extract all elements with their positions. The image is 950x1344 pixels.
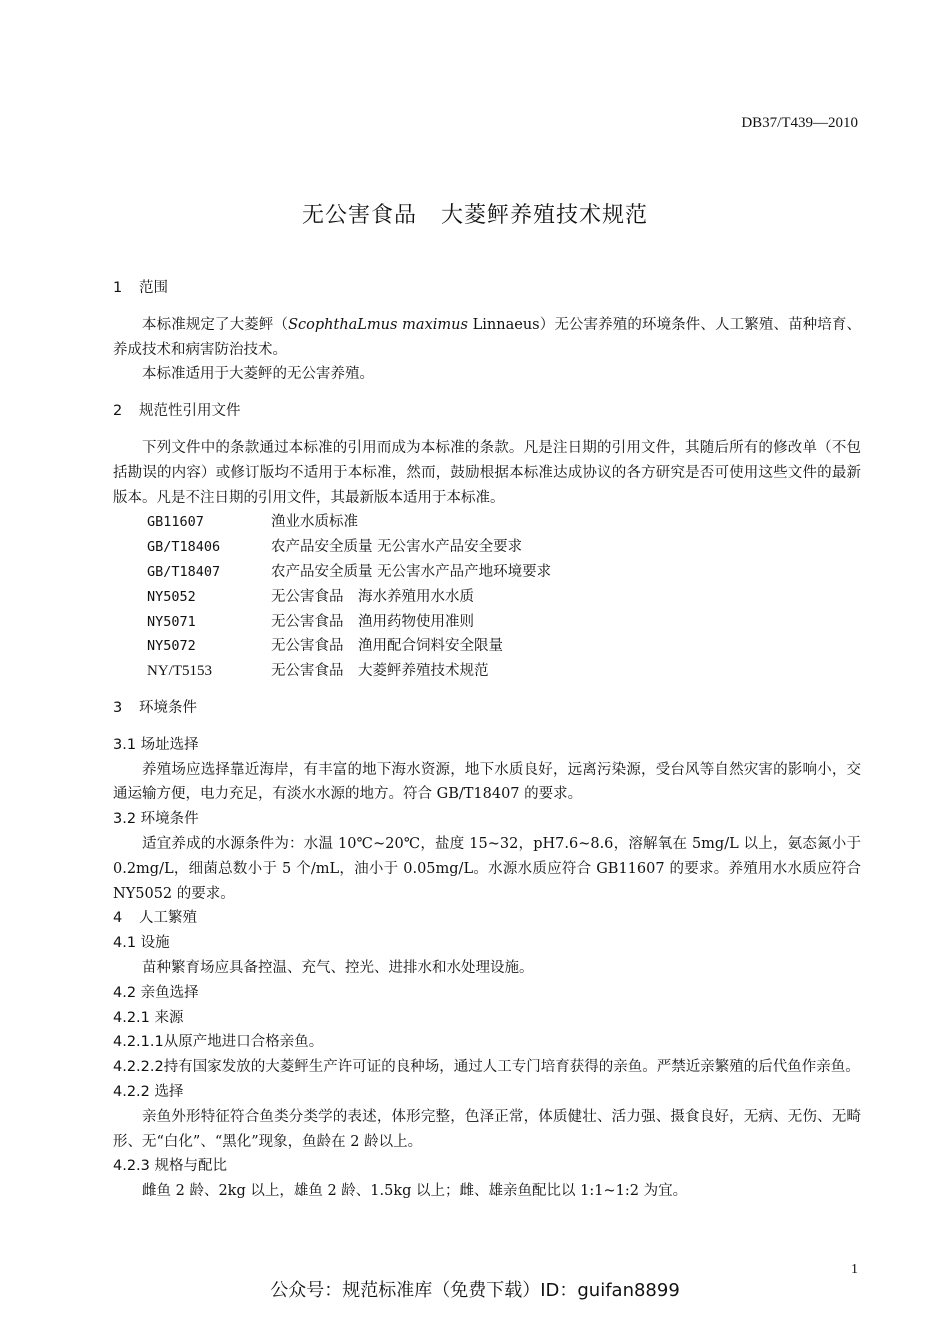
subsection-4-2-2-heading: 4.2.2 选择	[113, 1083, 184, 1100]
document-body	[113, 276, 861, 1204]
section-number: 4	[113, 910, 123, 927]
section-number: 2	[113, 403, 123, 420]
reference-code: NY5071	[147, 613, 196, 630]
reference-row	[113, 659, 861, 684]
subsection-4-1-heading: 4.1 设施	[113, 935, 170, 952]
reference-title: 农产品安全质量 无公害水产品产地环境要求	[271, 563, 552, 580]
subsection-4-2-3-text: 雌鱼 2 龄、2kg 以上，雄鱼 2 龄、1.5kg 以上；雌、雄亲鱼配比以 1:1~1:2 为宜。	[142, 1183, 688, 1200]
document-title	[0, 198, 950, 229]
reference-title: 农产品安全质量 无公害水产品安全要求	[271, 539, 523, 556]
reference-row	[113, 585, 861, 610]
reference-code: GB11607	[147, 514, 204, 531]
reference-row	[113, 560, 861, 585]
page-number: 1	[851, 1262, 858, 1277]
section-title: 规范性引用文件	[139, 403, 241, 420]
reference-code: GB/T18406	[147, 539, 221, 556]
section-1-paragraph-2: 本标准适用于大菱鲆的无公害养殖。	[142, 366, 374, 383]
clause-number: 4.2.2.2	[113, 1059, 164, 1076]
clause-text: 从原产地进口合格亲鱼。	[163, 1034, 324, 1051]
reference-title: 无公害食品 渔用配合饲料安全限量	[271, 638, 503, 655]
title-part-1: 无公害食品	[301, 203, 417, 228]
reference-title: 无公害食品 大菱鲆养殖技术规范	[271, 663, 489, 680]
reference-code: NY/T5153	[147, 663, 212, 680]
reference-row	[113, 535, 861, 560]
section-2-heading	[113, 399, 861, 424]
section-title: 环境条件	[139, 699, 197, 716]
reference-title: 无公害食品 海水养殖用水水质	[271, 588, 474, 605]
reference-code: NY5072	[147, 638, 196, 655]
subsection-4-2-1-heading: 4.2.1 来源	[113, 1009, 184, 1026]
subsection-3-2-heading: 3.2 环境条件	[113, 811, 199, 828]
section-2-paragraph-1: 下列文件中的条款通过本标准的引用而成为本标准的条款。凡是注日期的引用文件，其随后所有的修改单（不包括勘误的内容）或修订版均不适用于本标准，然而，鼓励根据本标准达成协议的各方研究是否可使用这些文件的最新版本。凡是不注日期的引用文件，其最新版本适用于本标准。	[113, 439, 861, 506]
reference-row	[113, 610, 861, 635]
subsection-4-2-3-heading: 4.2.3 规格与配比	[113, 1158, 228, 1175]
subsection-3-1-heading: 3.1 场址选择	[113, 736, 199, 753]
section-1-heading	[113, 276, 861, 301]
section-title: 人工繁殖	[139, 910, 197, 927]
reference-row	[113, 634, 861, 659]
subsection-4-2-heading: 4.2 亲鱼选择	[113, 984, 199, 1001]
clause-text: 持有国家发放的大菱鲆生产许可证的良种场，通过人工专门培育获得的亲鱼。严禁近亲繁殖的后代鱼作亲鱼。	[163, 1059, 860, 1076]
reference-code: GB/T18407	[147, 563, 221, 580]
section-1-paragraph-1: 本标准规定了大菱鲆（ScophthaLmus maximus Linnaeus）无公害养殖的环境条件、人工繁殖、苗种培育、养成技术和病害防治技术。	[113, 316, 861, 358]
clause-4-2-2-2	[113, 1055, 861, 1080]
reference-row	[113, 510, 861, 535]
section-3-heading	[113, 696, 861, 721]
subsection-4-2-2-text: 亲鱼外形特征符合鱼类分类学的表述，体形完整，色泽正常，体质健壮、活力强、摄食良好，无病、无伤、无畸形、无“白化”、“黑化”现象，鱼龄在 2 龄以上。	[113, 1108, 861, 1150]
document-code: DB37/T439—2010	[741, 115, 858, 131]
section-title: 范围	[139, 280, 168, 296]
subsection-3-2-text: 适宜养成的水源条件为：水温 10℃~20℃，盐度 15~32，pH7.6~8.6，溶解氧在 5mg/L 以上，氨态氮小于 0.2mg/L，细菌总数小于 5 个/mL，油小于 0.05mg/L。水源水质应符合 GB11607 的要求。养殖用水水质应符合 NY5052 的要求。	[113, 835, 861, 902]
subsection-4-1-text: 苗种繁育场应具备控温、充气、控光、进排水和水处理设施。	[142, 959, 534, 976]
section-number: 3	[113, 699, 123, 716]
reference-title: 渔业水质标准	[271, 514, 358, 531]
footer-watermark: 公众号：规范标准库（免费下载）ID：guifan8899	[270, 1280, 680, 1301]
title-part-2: 大菱鲆养殖技术规范	[441, 203, 649, 228]
reference-code: NY5052	[147, 588, 196, 605]
subsection-3-1-text: 养殖场应选择靠近海岸，有丰富的地下海水资源，地下水质良好，远离污染源，受台风等自然灾害的影响小，交通运输方便，电力充足，有淡水水源的地方。符合 GB/T18407 的要求。	[113, 761, 861, 803]
latin-name: ScophthaLmus maximus	[288, 316, 468, 333]
section-number: 1	[113, 280, 123, 296]
clause-4-2-1-1	[113, 1030, 861, 1055]
section-4-heading	[113, 906, 861, 931]
reference-title: 无公害食品 渔用药物使用准则	[271, 613, 474, 630]
clause-number: 4.2.1.1	[113, 1034, 164, 1051]
